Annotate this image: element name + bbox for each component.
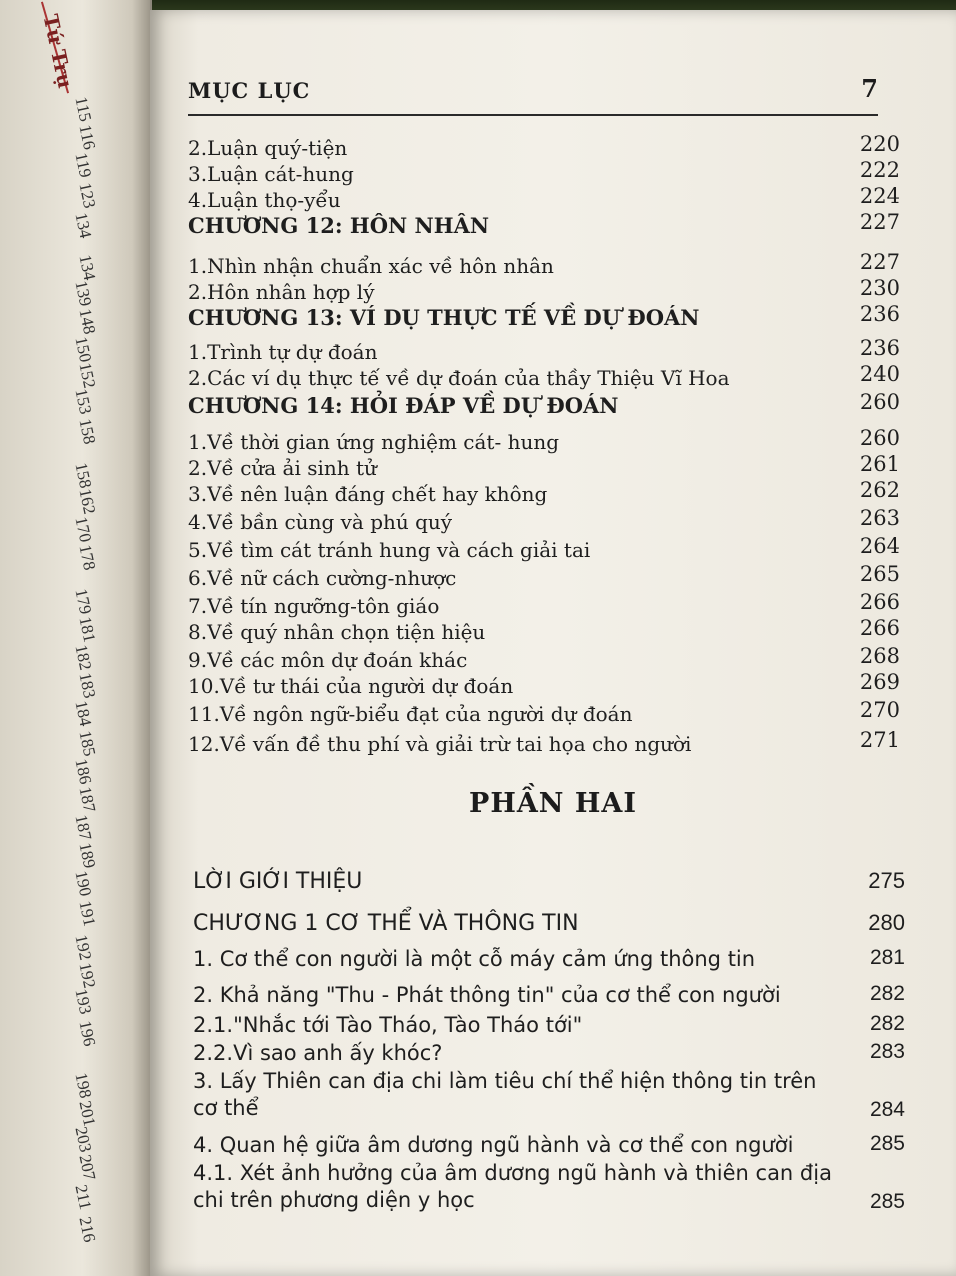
left-page-number: 216 bbox=[75, 1215, 100, 1244]
toc-entry-title: CHƯƠNG 13: VÍ DỤ THỰC TẾ VỀ DỰ ĐOÁN bbox=[188, 305, 700, 330]
toc-entry-page: 282 bbox=[869, 1012, 905, 1035]
toc-entry[interactable] bbox=[193, 1012, 905, 1042]
toc-chapter-entry[interactable] bbox=[193, 868, 905, 898]
toc-entry[interactable] bbox=[188, 670, 900, 700]
toc-entry[interactable] bbox=[193, 1132, 905, 1162]
toc-entry-title: CHƯƠNG 14: HỎI ĐÁP VỀ DỰ ĐOÁN bbox=[188, 393, 619, 418]
toc-entry-page: 262 bbox=[859, 478, 900, 502]
toc-entry-page: 220 bbox=[859, 132, 900, 156]
toc-entry-page: 224 bbox=[859, 184, 900, 208]
left-page-number: 185 bbox=[75, 729, 100, 758]
toc-entry-page: 266 bbox=[859, 616, 900, 640]
left-page-number: 179 bbox=[71, 587, 96, 616]
toc-entry[interactable] bbox=[188, 506, 900, 536]
toc-entry-page: 265 bbox=[859, 562, 900, 586]
left-page-number: 203 bbox=[71, 1125, 96, 1154]
left-page bbox=[0, 0, 152, 1276]
toc-entry-page: 285 bbox=[869, 1132, 905, 1155]
toc-entry[interactable] bbox=[188, 478, 900, 508]
toc-chapter-entry[interactable] bbox=[188, 302, 900, 332]
left-page-number: 189 bbox=[75, 841, 100, 870]
toc-chapter-entry[interactable] bbox=[188, 210, 900, 240]
left-page-number: 193 bbox=[71, 987, 96, 1016]
toc-entry-title: 8.Về quý nhân chọn tiện hiệu bbox=[188, 620, 486, 644]
left-page-number: 211 bbox=[71, 1183, 96, 1212]
toc-entry-page: 270 bbox=[859, 698, 900, 722]
toc-entry-page: 281 bbox=[869, 946, 905, 969]
toc-entry-title: 9.Về các môn dự đoán khác bbox=[188, 648, 468, 672]
toc-entry-page: 227 bbox=[859, 210, 900, 234]
left-page-number: 184 bbox=[71, 699, 96, 728]
left-page-number: 182 bbox=[71, 643, 96, 672]
toc-entry-title: 2.2.Vì sao anh ấy khóc? bbox=[193, 1041, 443, 1065]
left-page-number: 119 bbox=[71, 151, 96, 180]
toc-entry-title: 2. Khả năng "Thu - Phát thông tin" của cơ thể con người bbox=[193, 983, 781, 1007]
left-page-number: 134 bbox=[75, 253, 100, 282]
toc-entry[interactable] bbox=[193, 946, 905, 976]
left-page-number: 186 bbox=[71, 757, 96, 786]
toc-entry-page: 263 bbox=[859, 506, 900, 530]
left-page-number: 191 bbox=[75, 899, 100, 928]
toc-entry-page: 269 bbox=[859, 670, 900, 694]
left-page-number: 178 bbox=[75, 543, 100, 572]
toc-entry-title: 3.Về nên luận đáng chết hay không bbox=[188, 482, 548, 506]
left-page-number: 152 bbox=[75, 361, 100, 390]
toc-entry-title: 3.Luận cát-hung bbox=[188, 162, 354, 186]
toc-entry-title: LỜI GIỚI THIỆU bbox=[193, 869, 363, 894]
toc-entry-page: 271 bbox=[859, 728, 900, 752]
left-page-number: 183 bbox=[75, 671, 100, 700]
page-number: 7 bbox=[861, 74, 878, 103]
toc-entry[interactable] bbox=[193, 1160, 905, 1218]
left-page-number: 148 bbox=[75, 307, 100, 336]
left-page-number: 190 bbox=[71, 869, 96, 898]
toc-entry-page: 268 bbox=[859, 644, 900, 668]
toc-entry-title: 2.Luận quý-tiện bbox=[188, 136, 348, 160]
left-page-number: 116 bbox=[75, 123, 100, 152]
toc-entry-page: 260 bbox=[859, 426, 900, 450]
toc-entry[interactable] bbox=[193, 1068, 905, 1126]
toc-entry-title: 2.1."Nhắc tới Tào Tháo, Tào Tháo tới" bbox=[193, 1013, 583, 1037]
left-page-number: 115 bbox=[71, 95, 96, 124]
toc-entry-page: 260 bbox=[859, 390, 900, 414]
toc-entry-page: 264 bbox=[859, 534, 900, 558]
left-page-number: 158 bbox=[75, 417, 100, 446]
left-page-number: 134 bbox=[71, 211, 96, 240]
toc-chapter-entry[interactable] bbox=[193, 910, 905, 940]
left-page-number: 162 bbox=[75, 487, 100, 516]
part-two-title: PHẦN HAI bbox=[469, 788, 637, 819]
toc-entry-title: 2.Về cửa ải sinh tử bbox=[188, 456, 377, 480]
left-page-number: 170 bbox=[71, 515, 96, 544]
left-page-number: 181 bbox=[75, 615, 100, 644]
toc-entry[interactable] bbox=[188, 728, 900, 758]
page-title: MỤC LỤC bbox=[188, 78, 311, 103]
toc-entry[interactable] bbox=[188, 562, 900, 592]
toc-entry-page: 261 bbox=[859, 452, 900, 476]
toc-chapter-entry[interactable] bbox=[188, 390, 900, 420]
left-page-title: Tứ Trụ bbox=[38, 12, 78, 91]
toc-entry-title: 4.1. Xét ảnh hưởng của âm dương ngũ hành và thiên can địa chi trên phương diện y học bbox=[193, 1161, 832, 1212]
left-page-number: 150 bbox=[71, 335, 96, 364]
left-page-number: 201 bbox=[75, 1099, 100, 1128]
toc-entry-page: 227 bbox=[859, 250, 900, 274]
left-page-number: 153 bbox=[71, 387, 96, 416]
toc-entry-title: 2.Hôn nhân hợp lý bbox=[188, 280, 375, 304]
toc-entry[interactable] bbox=[193, 1040, 905, 1070]
toc-entry-title: 2.Các ví dụ thực tế về dự đoán của thầy Thiệu Vĩ Hoa bbox=[188, 366, 730, 390]
toc-entry-title: 4. Quan hệ giữa âm dương ngũ hành và cơ thể con người bbox=[193, 1133, 794, 1157]
toc-entry-title: 3. Lấy Thiên can địa chi làm tiêu chí thể hiện thông tin trên cơ thể bbox=[193, 1069, 817, 1120]
toc-entry-page: 240 bbox=[859, 362, 900, 386]
toc-entry-title: 12.Về vấn đề thu phí và giải trừ tai họa cho người bbox=[188, 732, 692, 756]
left-page-number: 123 bbox=[75, 181, 100, 210]
toc-entry-page: 280 bbox=[868, 910, 905, 935]
toc-entry-title: 1. Cơ thể con người là một cỗ máy cảm ứng thông tin bbox=[193, 947, 756, 971]
left-page-number: 192 bbox=[71, 933, 96, 962]
left-page-number: 192 bbox=[75, 961, 100, 990]
toc-entry[interactable] bbox=[188, 362, 900, 392]
toc-entry-page: 284 bbox=[869, 1098, 905, 1121]
toc-entry[interactable] bbox=[188, 616, 900, 646]
left-page-number: 187 bbox=[71, 813, 96, 842]
toc-entry[interactable] bbox=[193, 982, 905, 1012]
toc-entry-title: 1.Nhìn nhận chuẩn xác về hôn nhân bbox=[188, 254, 554, 278]
toc-entry-title: 10.Về tư thái của người dự đoán bbox=[188, 674, 514, 698]
toc-entry-title: 5.Về tìm cát tránh hung và cách giải tai bbox=[188, 538, 591, 562]
toc-entry[interactable] bbox=[188, 698, 900, 728]
toc-page bbox=[150, 10, 956, 1276]
toc-entry-page: 282 bbox=[869, 982, 905, 1005]
left-page-number: 207 bbox=[75, 1153, 100, 1182]
left-page-number: 139 bbox=[71, 279, 96, 308]
toc-entry-title: CHƯƠNG 1 CƠ THỂ VÀ THÔNG TIN bbox=[193, 911, 579, 936]
toc-entry-title: 7.Về tín ngưỡng-tôn giáo bbox=[188, 594, 440, 618]
left-page-number: 196 bbox=[75, 1019, 100, 1048]
page-header bbox=[188, 74, 878, 116]
left-page-number: 158 bbox=[71, 461, 96, 490]
toc-entry-page: 236 bbox=[859, 336, 900, 360]
toc-entry-page: 275 bbox=[868, 868, 905, 893]
left-page-number: 198 bbox=[71, 1071, 96, 1100]
toc-entry-page: 283 bbox=[869, 1040, 905, 1063]
toc-entry-title: 6.Về nữ cách cường-nhược bbox=[188, 566, 457, 590]
toc-entry-page: 230 bbox=[859, 276, 900, 300]
toc-entry[interactable] bbox=[188, 534, 900, 564]
toc-entry-page: 285 bbox=[869, 1190, 905, 1213]
toc-entry-page: 222 bbox=[859, 158, 900, 182]
left-page-number: 187 bbox=[75, 785, 100, 814]
toc-entry-title: 4.Về bần cùng và phú quý bbox=[188, 510, 453, 534]
toc-entry-page: 266 bbox=[859, 590, 900, 614]
toc-entry-page: 236 bbox=[859, 302, 900, 326]
toc-entry-title: 11.Về ngôn ngữ-biểu đạt của người dự đoán bbox=[188, 702, 633, 726]
toc-entry-title: 1.Về thời gian ứng nghiệm cát- hung bbox=[188, 430, 560, 454]
toc-entry-title: CHƯƠNG 12: HÔN NHÂN bbox=[188, 213, 490, 238]
toc-entry-title: 4.Luận thọ-yểu bbox=[188, 188, 341, 212]
toc-entry-title: 1.Trình tự dự đoán bbox=[188, 340, 378, 364]
